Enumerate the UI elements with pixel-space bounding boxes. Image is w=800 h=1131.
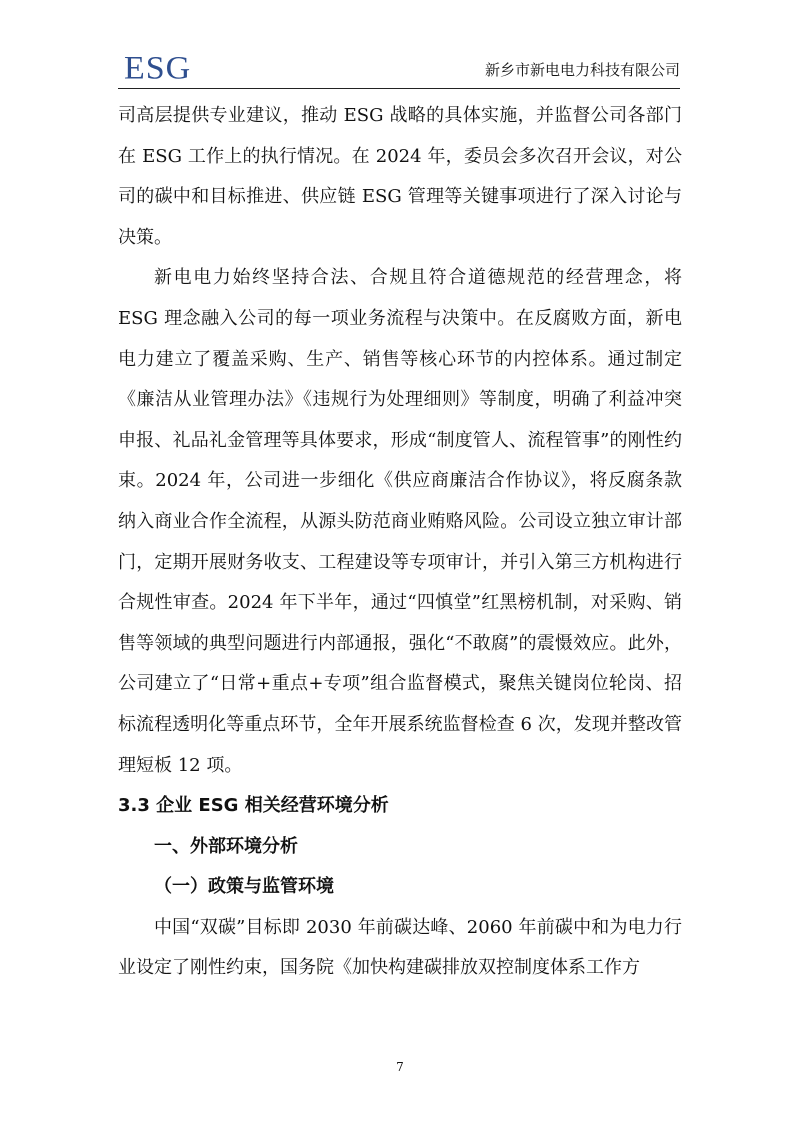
page-header <box>118 52 680 86</box>
document-body <box>118 96 682 989</box>
paragraph-dual-carbon: 中国“双碳”目标即 2030 年前碳达峰、2060 年前碳中和为电力行业设定了刚性约束，国务院《加快构建碳排放双控制度体系工作方 <box>118 916 682 979</box>
paragraph-continuation: 司高层提供专业建议，推动 ESG 战略的具体实施，并监督公司各部门在 ESG 工作上的执行情况。在 2024 年，委员会多次召开会议，对公司的碳中和目标推进、供应链 ESG 管理等关键事项进行了深入讨论与决策。 <box>118 105 682 248</box>
section-heading: 3.3 企业 ESG 相关经营环境分析 <box>118 795 389 817</box>
header-divider <box>118 88 680 89</box>
company-name: 新乡市新电电力科技有限公司 <box>484 61 680 79</box>
page-number: 7 <box>396 1060 404 1074</box>
paragraph-anti-corruption: 新电电力始终坚持合法、合规且符合道德规范的经营理念，将 ESG 理念融入公司的每一项业务流程与决策中。在反腐败方面，新电电力建立了覆盖采购、生产、销售等核心环节的内控体系。通过制定《廉洁从业管理办法》《违规行为处理细则》等制度，明确了利益冲突申报、礼品礼金管理等具体要求，形成“制度管人、流程管事”的刚性约束。2024 年，公司进一步细化《供应商廉洁合作协议》，将反腐条款纳入商业合作全流程，从源头防范商业贿赂风险。公司设立独立审计部门，定期开展财务收支、工程建设等专项审计，并引入第三方机构进行合规性审查。2024 年下半年，通过“四慎堂”红黑榜机制，对采购、销售等领域的典型问题进行内部通报，强化“不敢腐”的震慑效应。此外，公司建立了“日常+重点+专项”组合监督模式，聚焦关键岗位轮岗、招标流程透明化等重点环节，全年开展系统监督检查 6 次，发现并整改管理短板 12 项。 <box>118 267 682 776</box>
subheading-policy-regulation: （一）政策与监管环境 <box>154 876 334 898</box>
subheading-external-environment: 一、外部环境分析 <box>154 835 298 857</box>
esg-logo: ESG <box>124 50 192 87</box>
